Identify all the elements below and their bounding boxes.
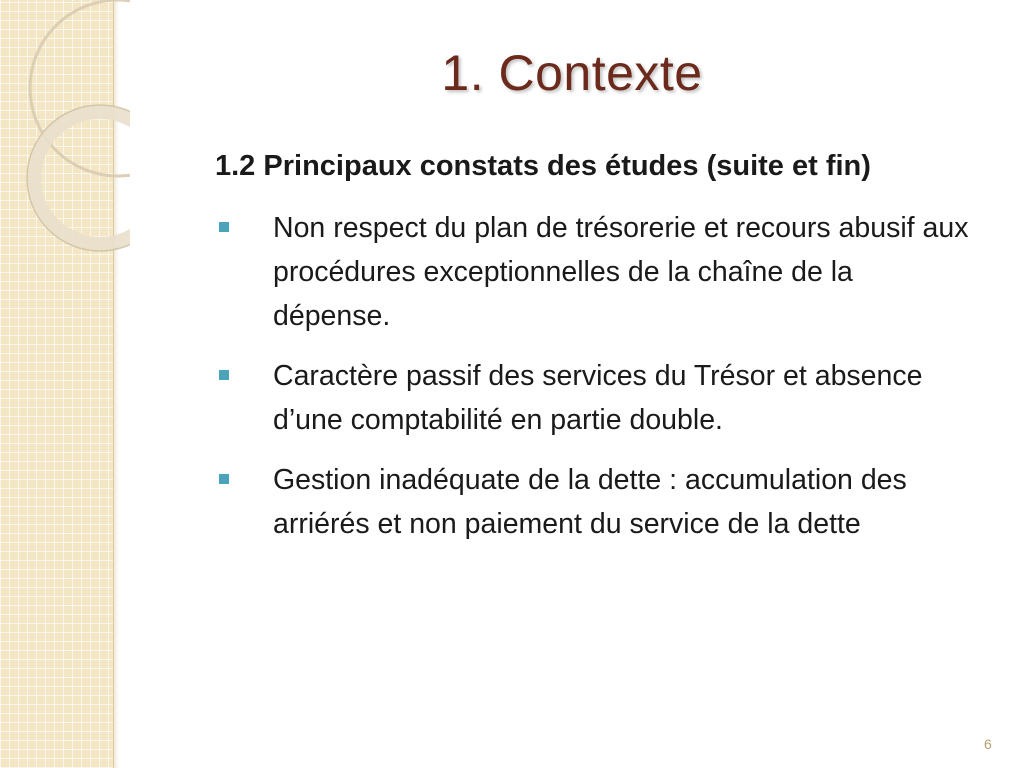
page-number: 6 (984, 736, 992, 752)
bullet-text: Gestion inadéquate de la dette : accumulation des arriérés et non paiement du service de la dette (273, 464, 907, 540)
decorative-ring-lower (34, 112, 130, 244)
bullet-list (215, 206, 975, 546)
square-bullet-icon (219, 370, 229, 380)
subheading-number: 1.2 (215, 150, 256, 182)
subheading-text: Principaux constats des études (suite et fin) (263, 150, 871, 182)
bullet-text: Caractère passif des services du Trésor et absence d’une comptabilité en partie double. (273, 360, 923, 436)
slide-content (215, 146, 975, 562)
list-item (215, 354, 975, 442)
section-subheading (215, 146, 975, 186)
square-bullet-icon (219, 474, 229, 484)
square-bullet-icon (219, 222, 229, 232)
decorative-rings (0, 0, 130, 260)
list-item (215, 206, 975, 338)
list-item (215, 458, 975, 546)
slide-title: 1. Contexte (441, 45, 703, 101)
bullet-text: Non respect du plan de trésorerie et recours abusif aux procédures exceptionnelles de la chaîne de la dépense. (273, 212, 969, 332)
decorative-ring-lower-edge (27, 105, 130, 251)
